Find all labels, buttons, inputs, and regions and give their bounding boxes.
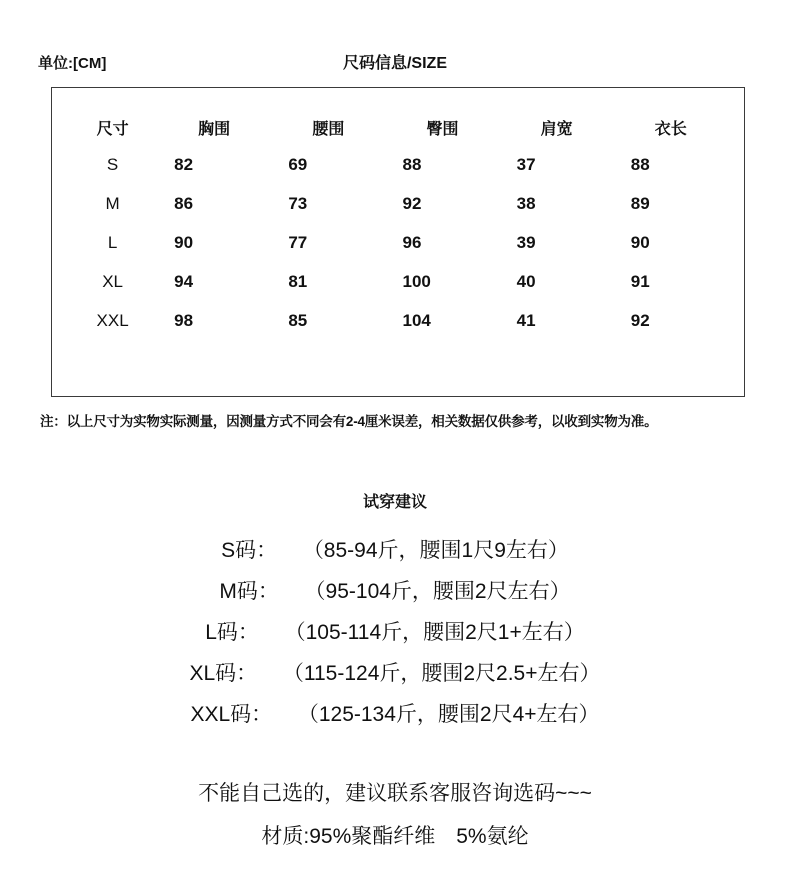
list-item [0,571,790,612]
advice-size-detail: （95-104斤，腰围2尺左右） [304,580,571,603]
column-header-length: 衣长 [654,121,687,138]
cell-length: 89 [630,193,650,213]
cell-shoulder: 40 [516,271,536,291]
cell-shoulder: 39 [516,232,536,252]
cell-waist: 77 [288,232,308,252]
table-row [51,262,745,301]
table-row [51,184,745,223]
cell-shoulder: 38 [516,193,536,213]
cell-hip: 104 [402,310,431,330]
list-item [0,612,790,653]
cell-length: 88 [630,154,650,174]
customer-service-note: 不能自己选的，建议联系客服咨询选码~~~ [198,782,592,805]
cell-hip: 100 [402,271,431,291]
cell-size: S [106,154,119,174]
cell-hip: 92 [402,193,422,213]
cell-bust: 86 [174,193,194,213]
cell-length: 90 [630,232,650,252]
cell-shoulder: 41 [516,310,536,330]
advice-size-detail: （105-114斤，腰围2尺1+左右） [284,621,585,644]
cell-bust: 98 [174,310,194,330]
column-header-shoulder: 肩宽 [540,121,573,138]
cell-bust: 90 [174,232,194,252]
cell-waist: 73 [288,193,308,213]
advice-size-detail: （115-124斤，腰围2尺2.5+左右） [282,662,601,685]
column-header-size: 尺寸 [96,121,129,138]
cell-size: M [105,193,120,213]
cell-shoulder: 37 [516,154,536,174]
column-header-bust: 胸围 [198,121,231,138]
cell-bust: 82 [174,154,194,174]
cell-waist: 81 [288,271,308,291]
list-item [0,530,790,571]
table-row [51,145,745,184]
cell-size: XXL [96,310,129,330]
list-item [0,653,790,694]
cell-size: XL [102,271,123,291]
footer-notes [0,772,790,858]
list-item [0,694,790,735]
size-table [51,87,745,340]
fitting-advice-list [0,530,790,735]
cell-length: 92 [630,310,650,330]
column-header-waist: 腰围 [312,121,345,138]
cell-hip: 88 [402,154,422,174]
advice-size-detail: （125-134斤，腰围2尺4+左右） [297,703,600,726]
advice-size-label: L码： [205,621,259,644]
table-header-row [51,87,745,145]
advice-size-label: M码： [219,580,279,603]
cell-length: 91 [630,271,650,291]
fitting-advice-heading: 试穿建议 [362,494,427,511]
cell-hip: 96 [402,232,422,252]
advice-size-label: XXL码： [190,703,273,726]
cell-bust: 94 [174,271,194,291]
unit-label: 单位:[CM] [38,55,107,72]
page-title: 尺码信息/SIZE [342,55,447,72]
measurement-note: 注：以上尺寸为实物实际测量，因测量方式不同会有2-4厘米误差，相关数据仅供参考，以收到实物为准。 [40,414,658,429]
table-row [51,301,745,340]
material-composition-note: 材质:95%聚酯纤维 5%氨纶 [261,825,529,848]
cell-size: L [107,232,118,252]
advice-size-label: XL码： [189,662,258,685]
advice-size-label: S码： [221,539,278,562]
table-row [51,223,745,262]
cell-waist: 69 [288,154,308,174]
advice-size-detail: （85-94斤，腰围1尺9左右） [302,539,569,562]
column-header-hip: 臀围 [426,121,459,138]
cell-waist: 85 [288,310,308,330]
